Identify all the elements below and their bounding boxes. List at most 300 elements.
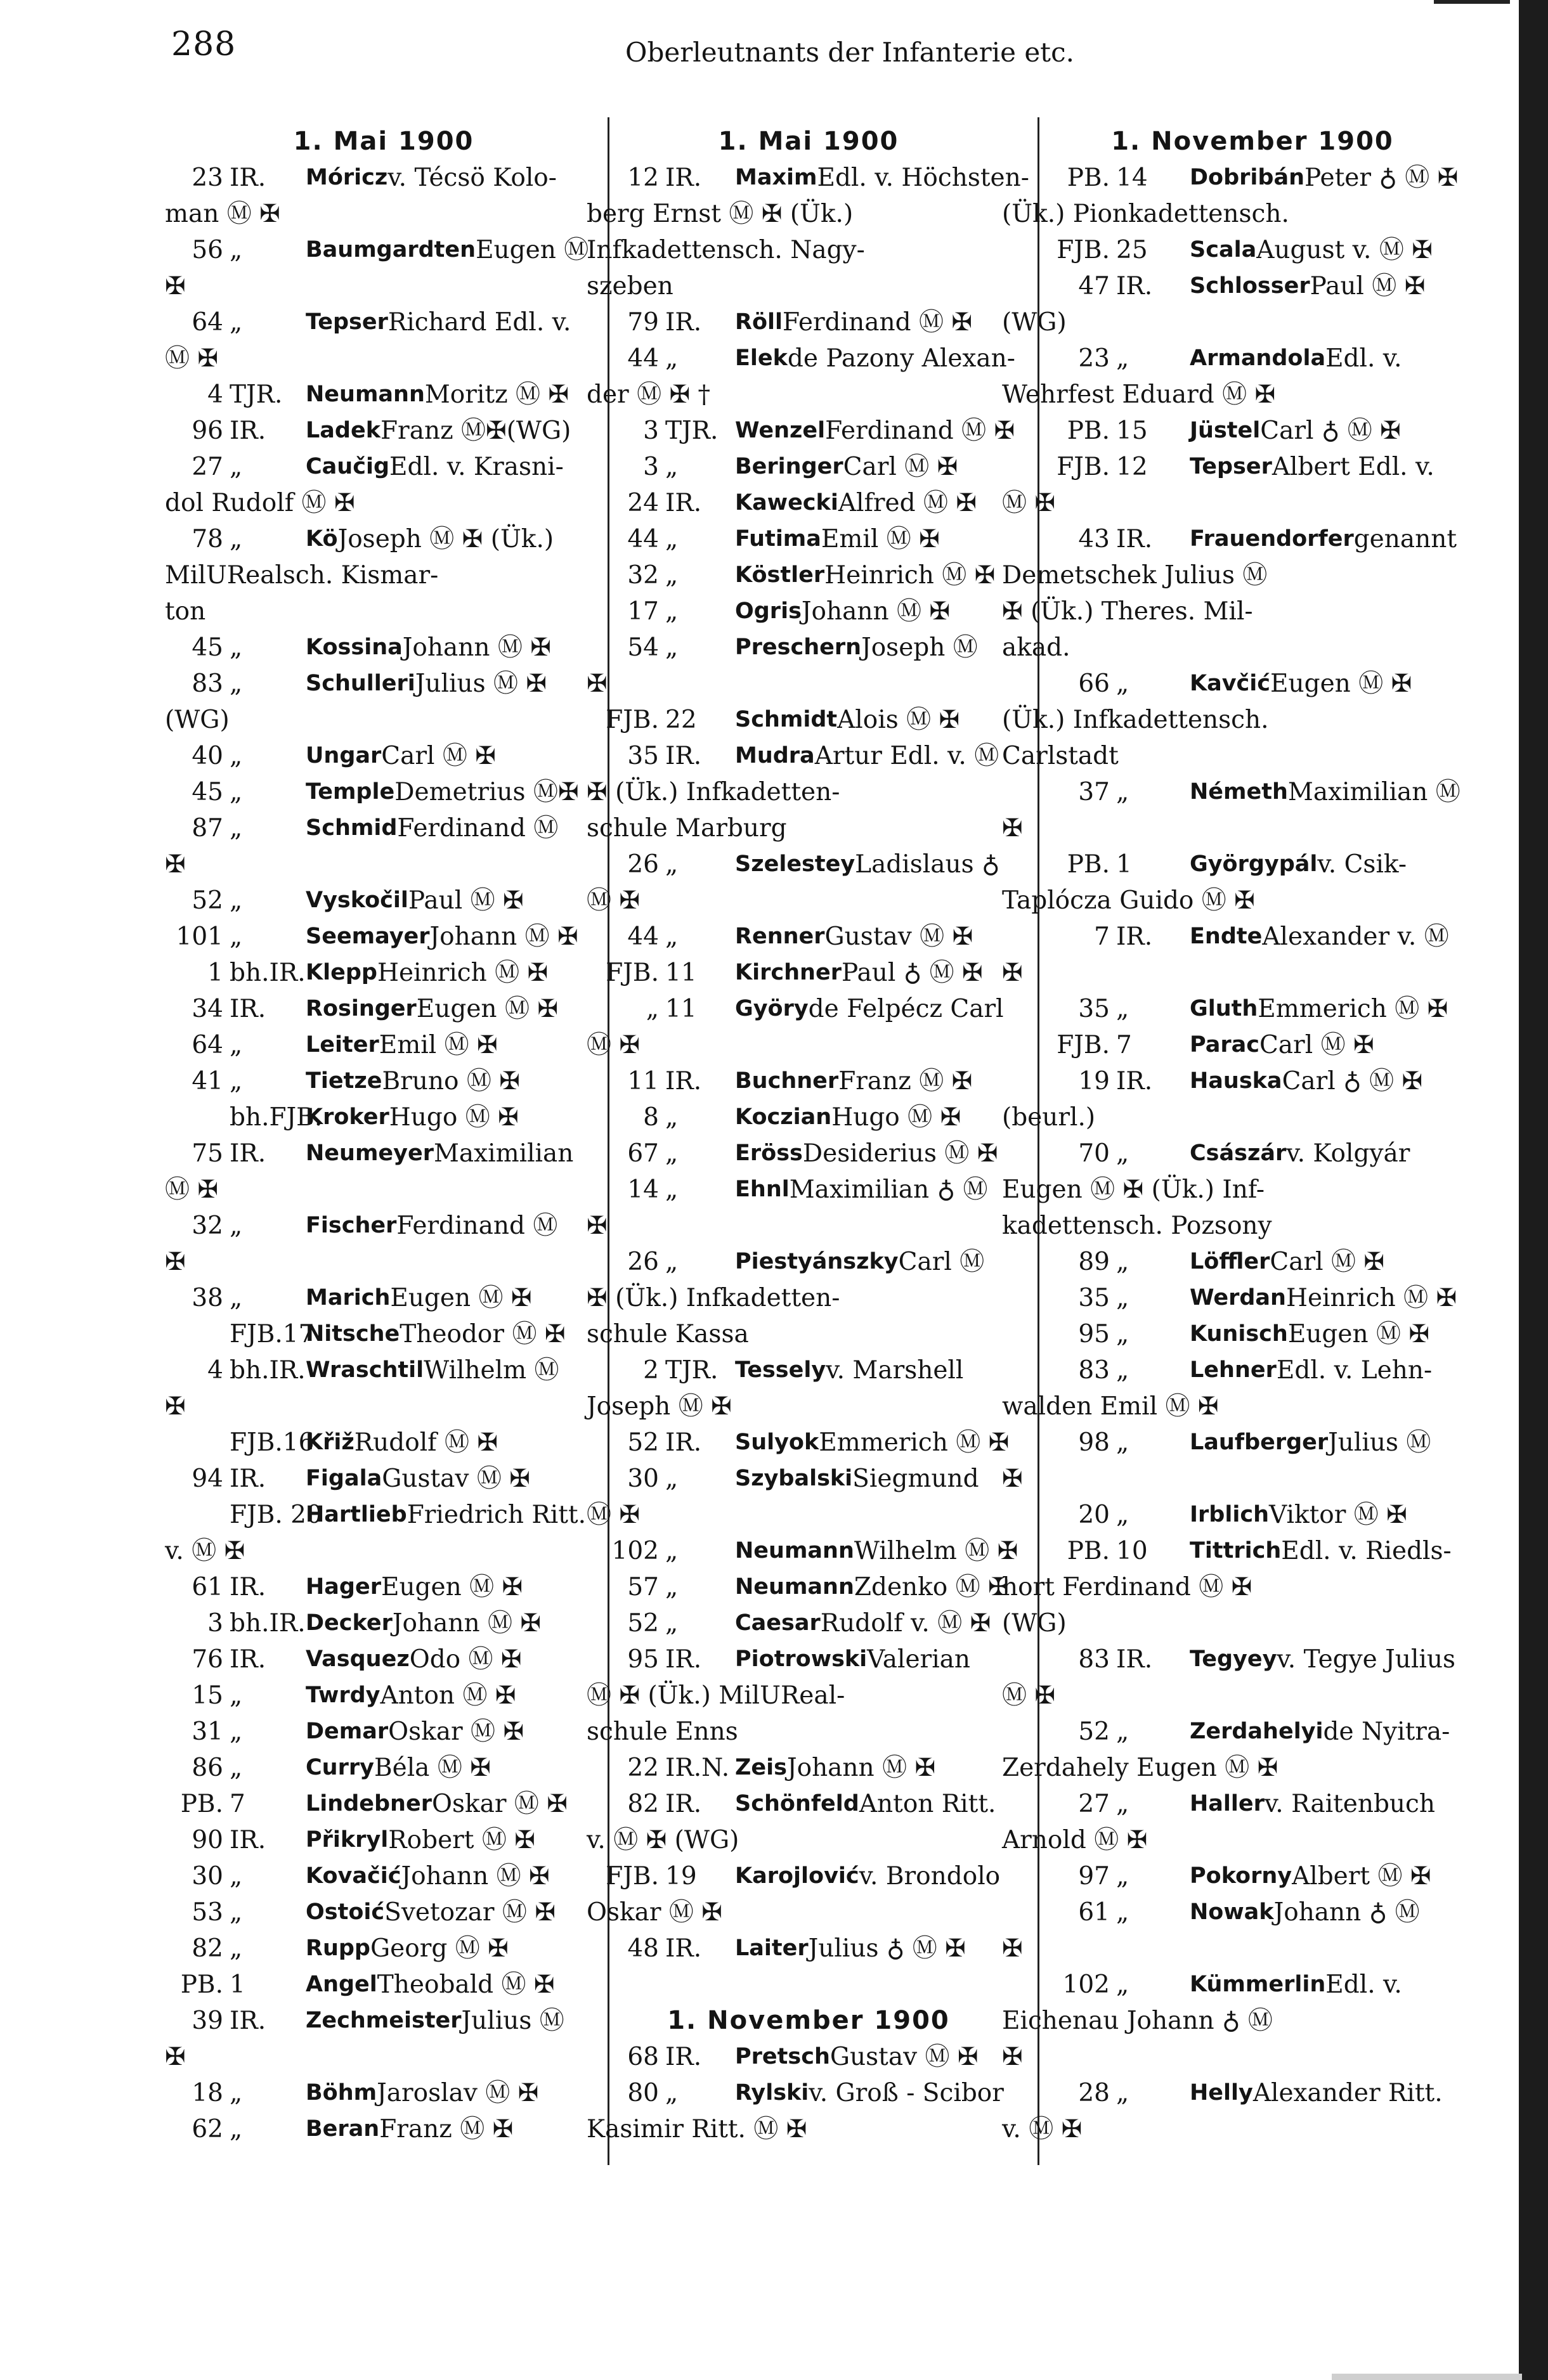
regiment-number: 64	[192, 1031, 223, 1059]
officer-details: Joseph Ⓜ ✠ (Ük.)	[337, 525, 554, 553]
regiment-number: 76	[192, 1645, 223, 1674]
entry-continuation: ✠	[165, 2043, 186, 2071]
officer-details: Alfred Ⓜ ✠	[838, 489, 977, 517]
officer-entry	[165, 1822, 602, 1858]
regiment-number: 82	[627, 1790, 659, 1818]
officer-surname: Szybalski	[735, 1466, 853, 1491]
officer-details: Johann Ⓜ ✠	[401, 1862, 550, 1891]
unit-type: IR.	[665, 1934, 702, 1963]
entry-continuation: (beurl.)	[1002, 1103, 1096, 1132]
officer-surname: Schulleri	[306, 671, 415, 696]
unit-type: 15	[1116, 417, 1148, 445]
officer-entry	[165, 1750, 602, 1786]
unit-type: IR.	[665, 308, 702, 337]
officer-entry	[165, 1461, 602, 1497]
officer-details: Friedrich Ritt.	[407, 1501, 586, 1529]
officer-surname: Helly	[1190, 2080, 1253, 2105]
unit-type: „	[665, 1175, 679, 1204]
officer-entry	[587, 1352, 1031, 1388]
officer-details: Julius Ⓜ	[461, 2007, 564, 2035]
officer-details: Theodor Ⓜ ✠	[400, 1320, 566, 1348]
officer-surname: Rupp	[306, 1936, 370, 1961]
unit-type: IR.	[665, 2043, 702, 2071]
unit-type: IR.	[665, 1645, 702, 1674]
officer-details: v. Brondolo	[859, 1862, 1001, 1891]
unit-type: IR.	[1116, 922, 1153, 951]
officer-details: Edl. v. Höchsten-	[817, 164, 1029, 192]
officer-entry	[165, 1786, 602, 1822]
regiment-number: PB.	[180, 1970, 223, 1999]
regiment-number: 44	[627, 525, 659, 553]
unit-type: „	[230, 1284, 243, 1312]
officer-details: Artur Edl. v. Ⓜ	[814, 742, 999, 770]
officer-details: Albert Ⓜ ✠	[1292, 1862, 1431, 1891]
unit-type: „	[1116, 1248, 1129, 1276]
officer-surname: Kö	[306, 526, 338, 552]
officer-surname: Dobribán	[1190, 165, 1304, 190]
unit-type: „	[230, 525, 243, 553]
unit-type: „	[665, 1573, 679, 1601]
unit-type: „	[665, 1248, 679, 1276]
officer-details: Emil Ⓜ ✠	[821, 525, 940, 553]
officer-surname: Eröss	[735, 1141, 803, 1166]
officer-entry	[165, 1425, 602, 1461]
unit-type: „	[230, 453, 243, 481]
officer-surname: Neumann	[735, 1574, 854, 1600]
officer-surname: Fischer	[306, 1213, 397, 1238]
regiment-number: 40	[192, 742, 223, 770]
officer-surname: Zerdahelyi	[1190, 1719, 1324, 1744]
officer-surname: Móricz	[306, 165, 388, 190]
regiment-number: 3	[207, 1609, 223, 1638]
officer-entry	[165, 1063, 602, 1099]
unit-type: „	[230, 1212, 243, 1240]
unit-type: „	[1116, 1428, 1129, 1457]
officer-details: Odo Ⓜ ✠	[409, 1645, 522, 1674]
regiment-number: 47	[1078, 272, 1110, 301]
unit-type: IR.	[230, 417, 266, 445]
officer-surname: Neumeyer	[306, 1141, 434, 1166]
entry-continuation: (Ük.) Infkadettensch.	[1002, 706, 1269, 734]
unit-type: „	[230, 1898, 243, 1927]
officer-surname: Baumgardten	[306, 237, 476, 262]
officer-entry	[587, 738, 1031, 774]
regiment-number: 102	[1062, 1970, 1110, 1999]
date-heading: 1. November 1900	[1111, 127, 1394, 156]
officer-details: Eugen Ⓜ ✠	[416, 995, 559, 1023]
unit-type: „	[665, 453, 679, 481]
officer-details: Ladislaus ♁	[855, 850, 1000, 879]
regiment-number: 3	[643, 417, 659, 445]
officer-entry	[587, 1750, 1031, 1786]
column-2	[587, 124, 1031, 2147]
regiment-number: FJB.	[1057, 1031, 1110, 1059]
unit-type: IR.	[1116, 1067, 1153, 1096]
officer-entry	[587, 1244, 1031, 1280]
regiment-number: 52	[627, 1428, 659, 1457]
officer-entry	[1002, 1027, 1503, 1063]
officer-surname: Hauska	[1190, 1068, 1282, 1094]
unit-type: 7	[1116, 1031, 1132, 1059]
officer-entry	[587, 1931, 1031, 1967]
officer-surname: Hager	[306, 1574, 381, 1600]
regiment-number: 44	[627, 922, 659, 951]
page-heading: Oberleutnants der Infanterie etc.	[625, 37, 1074, 68]
officer-surname: Klepp	[306, 960, 377, 985]
officer-details: Ferdinand Ⓜ ✠	[825, 417, 1015, 445]
officer-entry	[587, 485, 1031, 521]
unit-type: 19	[665, 1862, 697, 1891]
officer-entry	[587, 1172, 1031, 1208]
officer-surname: Rosinger	[306, 996, 417, 1021]
officer-entry	[1002, 1858, 1503, 1894]
officer-details: Emmerich Ⓜ ✠	[1258, 995, 1448, 1023]
officer-details: Maximilian Ⓜ	[1287, 778, 1460, 806]
unit-type: „	[1116, 1717, 1129, 1746]
regiment-number: 7	[1094, 922, 1110, 951]
officer-entry	[587, 413, 1031, 449]
entry-continuation: v. Ⓜ ✠ (WG)	[587, 1826, 739, 1854]
regiment-number: 26	[627, 1248, 659, 1276]
regiment-number: 48	[627, 1934, 659, 1963]
unit-type: TJR.	[665, 1356, 719, 1385]
officer-entry	[165, 304, 602, 340]
unit-type: „	[230, 236, 243, 264]
officer-surname: Ungar	[306, 743, 382, 768]
officer-details: Robert Ⓜ ✠	[388, 1826, 535, 1854]
officer-surname: Koczian	[735, 1104, 832, 1130]
unit-type: IR.	[230, 1139, 266, 1168]
officer-entry	[1002, 413, 1503, 449]
officer-surname: Piestyánszky	[735, 1249, 899, 1274]
unit-type: FJB.16	[230, 1428, 315, 1457]
officer-entry	[587, 702, 1031, 738]
entry-continuation: (Ük.) Pionkadettensch.	[1002, 200, 1289, 228]
regiment-number: 66	[1078, 669, 1110, 698]
officer-surname: Křiž	[306, 1430, 354, 1455]
unit-type: 14	[1116, 164, 1148, 192]
officer-details: Paul Ⓜ ✠	[1310, 272, 1426, 301]
unit-type: „	[665, 633, 679, 662]
officer-surname: Piotrowski	[735, 1646, 868, 1672]
officer-surname: Marich	[306, 1285, 391, 1310]
entry-continuation: Ⓜ ✠ (Ük.) MilUReal-	[587, 1681, 845, 1710]
entry-continuation: ✠	[587, 669, 608, 698]
officer-details: Valerian	[867, 1645, 971, 1674]
officer-surname: Futima	[735, 526, 821, 552]
officer-surname: Laiter	[735, 1936, 809, 1961]
unit-type: IR.	[1116, 525, 1153, 553]
unit-type: „	[230, 308, 243, 337]
officer-surname: Tepser	[306, 309, 388, 335]
entry-continuation: ✠	[1002, 2043, 1023, 2071]
entry-continuation: Eugen Ⓜ ✠ (Ük.) Inf-	[1002, 1175, 1265, 1204]
regiment-number: 83	[1078, 1645, 1110, 1674]
officer-entry	[1002, 340, 1503, 377]
regiment-number: 56	[192, 236, 223, 264]
entry-continuation: (WG)	[165, 706, 230, 734]
officer-surname: Schlosser	[1190, 273, 1310, 299]
officer-surname: Ladek	[306, 418, 380, 443]
officer-details: Ferdinand Ⓜ	[397, 814, 559, 843]
officer-entry	[587, 593, 1031, 630]
officer-details: Carl ♁ Ⓜ ✠	[1260, 417, 1401, 445]
officer-surname: Demar	[306, 1719, 389, 1744]
officer-entry	[1002, 1497, 1503, 1533]
entry-continuation: ✠	[1002, 814, 1023, 843]
regiment-number: 26	[627, 850, 659, 879]
officer-entry	[587, 2075, 1031, 2111]
regiment-number: 35	[627, 742, 659, 770]
unit-type: „	[665, 850, 679, 879]
unit-type: FJB.17	[230, 1320, 315, 1348]
officer-entry	[1002, 232, 1503, 268]
regiment-number: FJB.	[1057, 453, 1110, 481]
regiment-number: 94	[192, 1465, 223, 1493]
entry-continuation: v. Ⓜ ✠	[165, 1537, 245, 1565]
officer-entry	[165, 991, 602, 1027]
regiment-number: 32	[627, 561, 659, 590]
officer-details: v. Marshell	[826, 1356, 964, 1385]
unit-type: bh.IR.	[230, 959, 306, 987]
officer-details: Maximilian ♁ Ⓜ	[789, 1175, 988, 1204]
entry-continuation: ✠ (Ük.) Infkadetten-	[587, 1284, 840, 1312]
regiment-number: 18	[192, 2079, 223, 2107]
entry-continuation: man Ⓜ ✠	[165, 200, 280, 228]
entry-continuation: ✠	[1002, 1465, 1023, 1493]
regiment-number: 32	[192, 1212, 223, 1240]
entry-continuation: Kasimir Ritt. Ⓜ ✠	[587, 2115, 807, 2144]
entry-continuation: Wehrfest Eduard Ⓜ ✠	[1002, 380, 1276, 409]
entry-continuation: dol Rudolf Ⓜ ✠	[165, 489, 355, 517]
entry-continuation: schule Marburg	[587, 814, 787, 843]
officer-surname: Wenzel	[735, 418, 826, 443]
regiment-number: 19	[1078, 1067, 1110, 1096]
officer-details: Béla Ⓜ ✠	[374, 1754, 491, 1782]
regiment-number: 95	[1078, 1320, 1110, 1348]
officer-entry	[1002, 1641, 1503, 1678]
officer-surname: Császár	[1190, 1141, 1287, 1166]
regiment-number: 27	[192, 453, 223, 481]
officer-details: Johann Ⓜ ✠	[801, 597, 951, 626]
officer-surname: Lehner	[1190, 1357, 1277, 1383]
officer-surname: Szelestey	[735, 851, 855, 877]
unit-type: „	[665, 1609, 679, 1638]
entry-continuation: Demetschek Julius Ⓜ	[1002, 561, 1268, 590]
entry-continuation: Joseph Ⓜ ✠	[587, 1392, 732, 1421]
officer-surname: Györgypál	[1190, 851, 1318, 877]
officer-surname: Irblich	[1190, 1502, 1269, 1527]
officer-surname: Caesar	[735, 1610, 821, 1636]
regiment-number: 45	[192, 778, 223, 806]
officer-surname: Jüstel	[1190, 418, 1261, 443]
officer-details: Edl. v. Lehn-	[1276, 1356, 1433, 1385]
regiment-number: 41	[192, 1067, 223, 1096]
regiment-number: 90	[192, 1826, 223, 1854]
officer-entry	[587, 304, 1031, 340]
regiment-number: 54	[627, 633, 659, 662]
officer-entry	[165, 449, 602, 485]
regiment-number: 37	[1078, 778, 1110, 806]
officer-entry	[165, 2003, 602, 2039]
unit-type: IR.	[665, 489, 702, 517]
officer-details: Moritz Ⓜ ✠	[424, 380, 569, 409]
officer-surname: Tepser	[1190, 454, 1272, 479]
entry-continuation: Ⓜ ✠	[165, 1175, 219, 1204]
officer-entry	[1002, 1063, 1503, 1099]
officer-entry	[587, 340, 1031, 377]
entry-continuation: der Ⓜ ✠ †	[587, 380, 711, 409]
officer-surname: Neumann	[735, 1538, 854, 1563]
entry-continuation: Taplócza Guido Ⓜ ✠	[1002, 886, 1255, 915]
officer-details: Alexander v. Ⓜ	[1262, 922, 1449, 951]
regiment-number: „	[646, 995, 659, 1023]
officer-entry	[165, 413, 602, 449]
officer-details: Rudolf Ⓜ ✠	[354, 1428, 498, 1457]
officer-surname: Vasquez	[306, 1646, 410, 1672]
entry-continuation: MilURealsch. Kismar-	[165, 561, 439, 590]
officer-surname: Přikryl	[306, 1827, 389, 1853]
regiment-number: 1	[207, 959, 223, 987]
regiment-number	[165, 1316, 223, 1352]
officer-details: Edl. v.	[1325, 1970, 1402, 1999]
officer-entry	[165, 1678, 602, 1714]
officer-entry	[587, 1786, 1031, 1822]
unit-type: TJR.	[665, 417, 719, 445]
unit-type: „	[665, 344, 679, 373]
officer-details: Alexander Ritt.	[1252, 2079, 1443, 2107]
officer-surname: Figala	[306, 1466, 382, 1491]
unit-type: 11	[665, 995, 697, 1023]
officer-surname: Schmidt	[735, 707, 838, 732]
entry-continuation: ✠ (Ük.) Infkadetten-	[587, 778, 840, 806]
regiment-number: 67	[627, 1139, 659, 1168]
entry-continuation: Ⓜ ✠	[1002, 1681, 1056, 1710]
officer-surname: Renner	[735, 924, 825, 949]
entry-continuation: ✠	[587, 1212, 608, 1240]
officer-details: Franz Ⓜ ✠	[838, 1067, 973, 1096]
officer-surname: Pokorny	[1190, 1863, 1292, 1889]
regiment-number: 34	[192, 995, 223, 1023]
officer-details: Maximilian	[433, 1139, 574, 1168]
officer-entry	[165, 521, 602, 557]
page-number: 288	[171, 25, 237, 63]
unit-type: „	[230, 1862, 243, 1891]
regiment-number: 80	[627, 2079, 659, 2107]
officer-entry	[165, 1569, 602, 1605]
regiment-number: 52	[1078, 1717, 1110, 1746]
officer-entry	[587, 1533, 1031, 1569]
officer-details: Viktor Ⓜ ✠	[1269, 1501, 1407, 1529]
officer-entry	[587, 991, 1031, 1027]
entry-continuation: ✠	[1002, 1934, 1023, 1963]
entry-continuation: Carlstadt	[1002, 742, 1119, 770]
unit-type: „	[1116, 669, 1129, 698]
officer-entry	[165, 1208, 602, 1244]
officer-details: Emmerich Ⓜ ✠	[819, 1428, 1010, 1457]
officer-details: Theobald Ⓜ ✠	[377, 1970, 555, 1999]
unit-type: IR.	[230, 1573, 266, 1601]
officer-details: Johann Ⓜ ✠	[786, 1754, 936, 1782]
officer-details: Albert Edl. v.	[1272, 453, 1434, 481]
officer-details: Johann Ⓜ ✠	[392, 1609, 542, 1638]
unit-type: „	[1116, 1501, 1129, 1529]
unit-type: „	[665, 1465, 679, 1493]
officer-details: Heinrich Ⓜ ✠	[377, 959, 549, 987]
officer-entry	[587, 846, 1031, 883]
officer-entry	[165, 774, 602, 810]
officer-surname: Hartlieb	[306, 1502, 407, 1527]
entry-continuation: hort Ferdinand Ⓜ ✠	[1002, 1573, 1252, 1601]
officer-details: Paul Ⓜ ✠	[408, 886, 524, 915]
regiment-number: 28	[1078, 2079, 1110, 2107]
unit-type: „	[665, 597, 679, 626]
officer-surname: Vyskočil	[306, 888, 408, 913]
officer-surname: Zeis	[735, 1755, 787, 1780]
officer-entry	[587, 955, 1031, 991]
officer-entry	[1002, 1316, 1503, 1352]
regiment-number: 89	[1078, 1248, 1110, 1276]
officer-entry	[1002, 2075, 1503, 2111]
officer-surname: Karojlović	[735, 1863, 859, 1889]
officer-details: v. Groß - Scibor	[809, 2079, 1004, 2107]
officer-entry	[165, 919, 602, 955]
officer-surname: Ogris	[735, 598, 802, 624]
regiment-number: 95	[627, 1645, 659, 1674]
officer-details: Heinrich Ⓜ ✠	[1285, 1284, 1457, 1312]
officer-entry	[1002, 1714, 1503, 1750]
entry-continuation: akad.	[1002, 633, 1070, 662]
officer-entry	[587, 1099, 1031, 1135]
entry-continuation: Ⓜ ✠	[1002, 489, 1056, 517]
regiment-number: 53	[192, 1898, 223, 1927]
unit-type: IR.	[1116, 272, 1153, 301]
regiment-number: PB.	[1067, 1537, 1110, 1565]
unit-type: „	[665, 1537, 679, 1565]
date-heading: 1. Mai 1900	[293, 127, 474, 156]
officer-details: Svetozar Ⓜ ✠	[384, 1898, 556, 1927]
regiment-number: 97	[1078, 1862, 1110, 1891]
officer-details: Carl ♁ Ⓜ ✠	[1282, 1067, 1423, 1096]
officer-details: Eugen Ⓜ	[476, 236, 589, 264]
officer-entry	[1002, 1533, 1503, 1569]
unit-type: „	[230, 886, 243, 915]
regiment-number: PB.	[180, 1790, 223, 1818]
unit-type: „	[665, 922, 679, 951]
scan-artifact	[1332, 2374, 1522, 2380]
officer-surname: Kawecki	[735, 490, 838, 515]
officer-details: Eugen Ⓜ ✠	[1287, 1320, 1430, 1348]
officer-details: Carl Ⓜ ✠	[381, 742, 496, 770]
officer-surname: Tessely	[735, 1357, 826, 1383]
officer-surname: Böhm	[306, 2080, 377, 2105]
officer-surname: Tittrich	[1190, 1538, 1282, 1563]
officer-entry	[1002, 919, 1503, 955]
unit-type: „	[1116, 1320, 1129, 1348]
officer-surname: Kossina	[306, 635, 403, 660]
regiment-number: 79	[627, 308, 659, 337]
officer-surname: Kavčić	[1190, 671, 1271, 696]
officer-entry	[1002, 1425, 1503, 1461]
unit-type: „	[1116, 1862, 1129, 1891]
regiment-number: 45	[192, 633, 223, 662]
entry-continuation: ✠	[165, 1392, 186, 1421]
officer-surname: Sulyok	[735, 1430, 819, 1455]
officer-details: Gustav Ⓜ ✠	[829, 2043, 979, 2071]
officer-surname: Endte	[1190, 924, 1263, 949]
officer-entry	[1002, 991, 1503, 1027]
regiment-number: 24	[627, 489, 659, 517]
